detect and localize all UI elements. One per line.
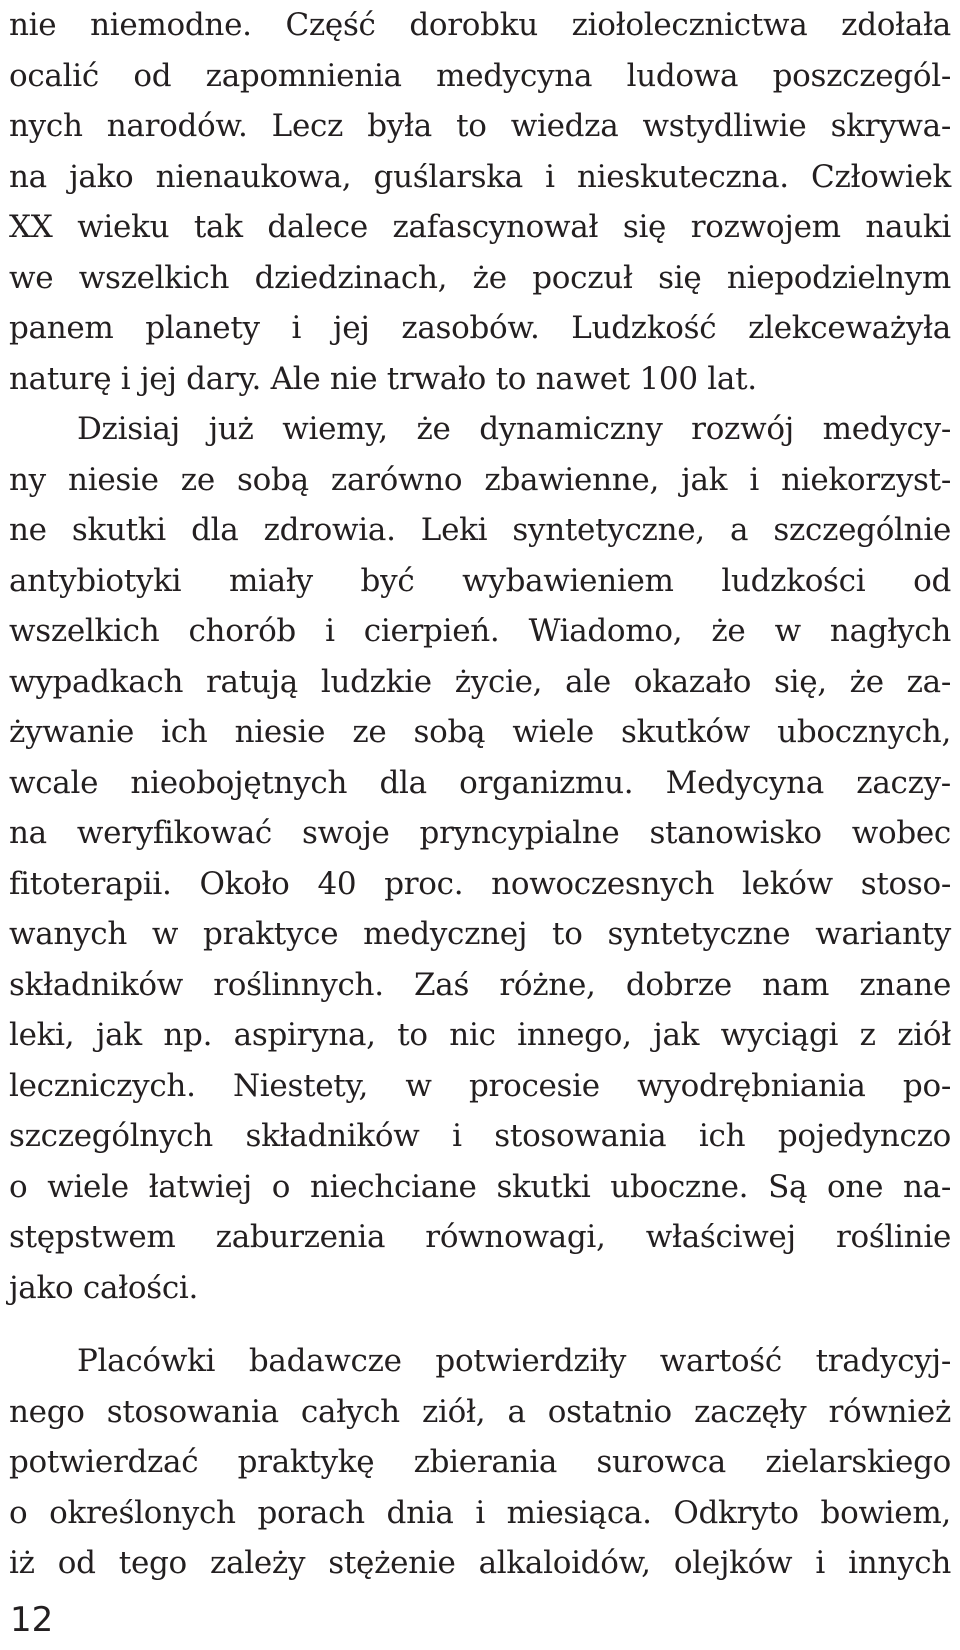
text-line: panem planety i jej zasobów. Ludzkość zlekceważyła	[9, 310, 951, 346]
text-line: nie niemodne. Część dorobku ziołolecznictwa zdołała	[9, 7, 951, 43]
text-line: Placówki badawcze potwierdziły wartość tradycyj-	[77, 1343, 951, 1379]
text-line: leczniczych. Niestety, w procesie wyodrębniania po-	[9, 1067, 951, 1104]
paragraph-2	[9, 404, 951, 1313]
text-line: ny niesie ze sobą zarówno zbawienne, jak i niekorzyst-	[9, 461, 951, 498]
text-line: nego stosowania całych ziół, a ostatnio zaczęły również	[9, 1393, 951, 1430]
text-line: o wiele łatwiej o niechciane skutki uboczne. Są one na-	[9, 1168, 951, 1205]
text-line: żywanie ich niesie ze sobą wiele skutków ubocznych,	[9, 714, 951, 750]
text-line: XX wieku tak dalece zafascynował się rozwojem nauki	[9, 209, 951, 245]
text-line: wszelkich chorób i cierpień. Wiadomo, że w nagłych	[9, 613, 951, 649]
paragraph-1	[9, 0, 951, 404]
text-line: nych narodów. Lecz była to wiedza wstydliwie skrywa-	[9, 108, 951, 144]
text-line: składników roślinnych. Zaś różne, dobrze nam znane	[9, 966, 951, 1003]
text-line: wanych w praktyce medycznej to syntetyczne warianty	[9, 916, 951, 952]
text-line: stępstwem zaburzenia równowagi, właściwej roślinie	[9, 1219, 951, 1255]
text-line: szczególnych składników i stosowania ich pojedynczo	[9, 1118, 951, 1154]
text-line: ocalić od zapomnienia medycyna ludowa poszczegól-	[9, 57, 951, 94]
text-line: wcale nieobojętnych dla organizmu. Medycyna zaczy-	[9, 764, 951, 801]
page-number: 12	[10, 1600, 54, 1640]
paragraph-spacer	[9, 1313, 951, 1336]
text-line: na weryfikować swoje pryncypialne stanowisko wobec	[9, 815, 951, 851]
text-line: iż od tego zależy stężenie alkaloidów, olejków i innych	[9, 1545, 951, 1581]
text-line: antybiotyki miały być wybawieniem ludzkości od	[9, 562, 951, 599]
text-line: fitoterapii. Około 40 proc. nowoczesnych leków stoso-	[9, 865, 951, 902]
text-line: potwierdzać praktykę zbierania surowca zielarskiego	[9, 1444, 951, 1480]
paragraph-3	[9, 1336, 951, 1589]
body-text	[9, 0, 951, 1589]
text-line: wypadkach ratują ludzkie życie, ale okazało się, że za-	[9, 663, 951, 700]
text-line: we wszelkich dziedzinach, że poczuł się niepodzielnym	[9, 259, 951, 296]
text-line: naturę i jej dary. Ale nie trwało to nawet 100 lat.	[9, 360, 757, 397]
text-line: ne skutki dla zdrowia. Leki syntetyczne, a szczególnie	[9, 512, 951, 548]
text-line: leki, jak np. aspiryna, to nic innego, jak wyciągi z ziół	[9, 1017, 951, 1053]
text-line: na jako nienaukowa, guślarska i nieskuteczna. Człowiek	[9, 158, 951, 195]
text-line: jako całości.	[9, 1269, 199, 1306]
text-line: o określonych porach dnia i miesiąca. Odkryto bowiem,	[9, 1494, 951, 1531]
text-line: Dzisiaj już wiemy, że dynamiczny rozwój medycy-	[77, 411, 951, 447]
